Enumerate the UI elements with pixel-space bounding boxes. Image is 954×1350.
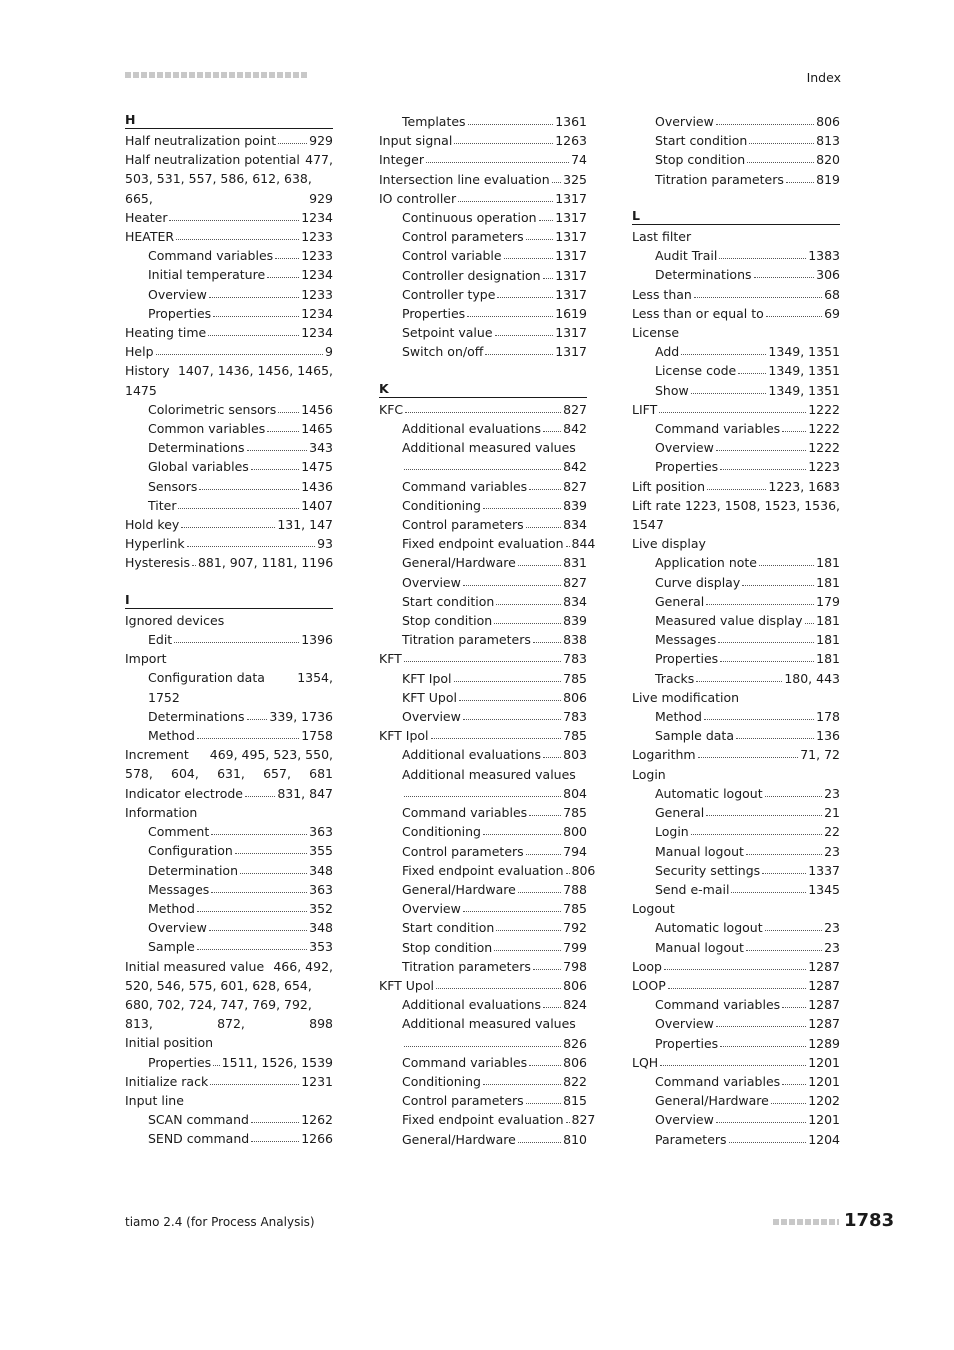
index-subentry: Login 22 xyxy=(655,824,840,840)
index-entry-continued: 680, 702, 724, 747, 769, 792, xyxy=(125,996,312,1012)
index-entry: Last filter xyxy=(632,229,692,244)
index-subentry: Common variables 1465 xyxy=(148,421,333,437)
index-subentry: Tracks 180, 443 xyxy=(655,670,840,686)
index-entry: HEATER 1233 xyxy=(125,229,333,245)
footer-product: tiamo 2.4 (for Process Analysis) xyxy=(125,1215,315,1229)
index-entry: Live display xyxy=(632,536,706,552)
footer-decoration xyxy=(773,1219,839,1225)
index-subentry: Fixed endpoint evaluation 827 xyxy=(402,1112,596,1128)
index-subentry-continued: 842 xyxy=(379,457,587,476)
index-entry: Initial position xyxy=(125,1035,214,1051)
index-subentry: Determinations 306 xyxy=(655,267,840,283)
index-entry: KFT 783 xyxy=(379,651,587,667)
index-subentry: License code 1349, 1351 xyxy=(655,363,840,379)
index-subentry: Control parameters 834 xyxy=(402,517,587,533)
header-decoration xyxy=(125,72,307,78)
index-subentry: Method 178 xyxy=(655,709,840,725)
index-entry: Ignored devices xyxy=(125,612,225,628)
index-subentry: Determination 348 xyxy=(148,862,333,878)
index-subentry: General/Hardware 831 xyxy=(402,555,587,571)
index-subentry: Properties 1619 xyxy=(402,306,587,322)
index-subentry: Manual logout 23 xyxy=(655,843,840,859)
index-entry: LOOP 1287 xyxy=(632,977,840,993)
index-subentry: Overview 1233 xyxy=(148,286,333,302)
index-entry: Hold key 131, 147 xyxy=(125,517,333,533)
index-subentry: Fixed endpoint evaluation 844 xyxy=(402,536,596,552)
index-entry: Increment 469, 495, 523, 550, xyxy=(125,747,333,763)
index-subentry: Properties 1234 xyxy=(148,305,333,321)
index-subentry: SCAN command 1262 xyxy=(148,1112,333,1128)
index-subentry: Control parameters 815 xyxy=(402,1093,587,1109)
index-subentry: Manual logout 23 xyxy=(655,939,840,955)
index-subentry: Stop condition 799 xyxy=(402,939,587,955)
index-entry: Lift position 1223, 1683 xyxy=(632,478,840,494)
header-title: Index xyxy=(806,70,841,85)
index-entry: Half neutralization point 929 xyxy=(125,133,333,148)
index-subentry: Configuration data 1354, xyxy=(148,670,333,686)
index-subentry: Additional measured values xyxy=(402,1016,576,1032)
index-subentry-continued: 1752 xyxy=(148,689,180,705)
index-subentry: Additional evaluations 803 xyxy=(402,747,587,763)
index-subentry: Command variables 785 xyxy=(402,805,587,821)
index-entry-continued: 503, 531, 557, 586, 612, 638, xyxy=(125,171,312,187)
letter-heading-i: I xyxy=(125,592,333,609)
index-subentry: Conditioning 800 xyxy=(402,824,587,840)
index-subentry: Overview 1287 xyxy=(655,1016,840,1032)
index-subentry: Conditioning 822 xyxy=(402,1073,587,1089)
index-entry: LIFT 1222 xyxy=(632,401,840,417)
index-entry: Intersection line evaluation 325 xyxy=(379,171,587,187)
index-entry: Input signal 1263 xyxy=(379,133,587,149)
index-entry-continued: 1547 xyxy=(632,517,664,533)
index-subentry: Stop condition 839 xyxy=(402,613,587,629)
page-number: 1783 xyxy=(844,1210,895,1231)
index-subentry: Configuration 355 xyxy=(148,843,333,859)
index-subentry: Command variables 1287 xyxy=(655,997,840,1013)
index-entry: History 1407, 1436, 1456, 1465, xyxy=(125,363,333,379)
index-subentry: Titer 1407 xyxy=(148,497,333,513)
index-subentry: Titration parameters 798 xyxy=(402,958,587,974)
index-subentry: Additional measured values xyxy=(402,766,576,782)
index-column-3 xyxy=(632,112,840,1149)
index-subentry: Automatic logout 23 xyxy=(655,920,840,936)
index-subentry: Conditioning 839 xyxy=(402,497,587,513)
index-subentry: Continuous operation 1317 xyxy=(402,210,587,226)
index-entry-continued: 520, 546, 575, 601, 628, 654, xyxy=(125,977,312,993)
index-subentry: Security settings 1337 xyxy=(655,862,840,878)
index-subentry: Start condition 834 xyxy=(402,593,587,609)
index-entry: Hysteresis 881, 907, 1181, 1196 xyxy=(125,555,334,571)
index-subentry: Properties 1289 xyxy=(655,1035,840,1051)
index-entry: Hyperlink 93 xyxy=(125,536,333,552)
index-subentry: Show 1349, 1351 xyxy=(655,382,840,398)
index-subentry: Command variables 1201 xyxy=(655,1073,840,1089)
index-subentry: Sensors 1436 xyxy=(148,478,333,494)
index-subentry: Templates 1361 xyxy=(402,114,587,129)
index-subentry: Method 352 xyxy=(148,900,333,916)
index-subentry: Method 1758 xyxy=(148,728,333,744)
index-entry: Live modification xyxy=(632,689,740,705)
index-subentry: KFT Ipol 785 xyxy=(402,670,587,686)
index-subentry: Setpoint value 1317 xyxy=(402,325,587,341)
index-entry-continued: 578, 604, 631, 657, 681 xyxy=(125,766,333,782)
index-subentry: Overview 785 xyxy=(402,901,587,917)
index-subentry: Send e-mail 1345 xyxy=(655,881,840,897)
index-entry-continued: 665, 929 xyxy=(125,190,333,206)
index-entry: Initial measured value 466, 492, xyxy=(125,958,333,974)
index-subentry: Switch on/off 1317 xyxy=(402,344,587,360)
index-entry: KFT Ipol 785 xyxy=(379,728,587,744)
index-subentry: Automatic logout 23 xyxy=(655,785,840,801)
index-subentry: Properties 1223 xyxy=(655,459,840,475)
index-subentry-continued: 826 xyxy=(379,1034,587,1053)
index-subentry: Messages 181 xyxy=(655,632,840,648)
index-subentry: General/Hardware 810 xyxy=(402,1131,587,1147)
index-subentry: Fixed endpoint evaluation 806 xyxy=(402,862,596,878)
index-subentry: Global variables 1475 xyxy=(148,459,333,475)
index-subentry: Sample data 136 xyxy=(655,728,840,744)
index-subentry: Overview 1222 xyxy=(655,440,840,456)
index-subentry: Control parameters 1317 xyxy=(402,229,587,245)
index-entry: KFT Upol 806 xyxy=(379,977,587,993)
index-subentry: Start condition 792 xyxy=(402,920,587,936)
letter-heading-h: H xyxy=(125,112,333,129)
index-subentry: Command variables 1233 xyxy=(148,248,333,264)
index-subentry: Colorimetric sensors 1456 xyxy=(148,401,333,417)
index-subentry: General/Hardware 788 xyxy=(402,881,587,897)
index-subentry: Additional evaluations 824 xyxy=(402,997,587,1013)
letter-heading-l: L xyxy=(632,208,840,225)
index-entry: Less than or equal to 69 xyxy=(632,305,840,321)
index-subentry: Overview 806 xyxy=(655,114,840,129)
index-subentry: Sample 353 xyxy=(148,939,333,955)
index-subentry: KFT Upol 806 xyxy=(402,689,587,705)
index-entry: Input line xyxy=(125,1092,184,1108)
index-entry: Help 9 xyxy=(125,344,333,360)
index-subentry: Determinations 339, 1736 xyxy=(148,708,333,724)
index-subentry: Titration parameters 819 xyxy=(655,171,840,187)
index-entry: LQH 1201 xyxy=(632,1054,840,1070)
index-subentry: Command variables 827 xyxy=(402,478,587,494)
index-entry: Login xyxy=(632,766,666,782)
index-subentry: Curve display 181 xyxy=(655,574,840,590)
index-entry: Initialize rack 1231 xyxy=(125,1073,333,1089)
index-entry: IO controller 1317 xyxy=(379,190,587,206)
index-subentry: Comment 363 xyxy=(148,824,333,840)
index-entry: KFC 827 xyxy=(379,401,587,417)
index-subentry: Start condition 813 xyxy=(655,133,840,149)
index-subentry: Controller type 1317 xyxy=(402,286,587,302)
index-subentry: Application note 181 xyxy=(655,555,840,571)
index-entry: Import xyxy=(125,651,167,667)
index-entry: License xyxy=(632,325,680,341)
index-subentry: Initial temperature 1234 xyxy=(148,267,333,283)
index-entry-continued: 813, 872, 898 xyxy=(125,1016,333,1032)
index-entry: Loop 1287 xyxy=(632,958,840,974)
index-subentry: Measured value display 181 xyxy=(655,613,840,629)
letter-heading-k: K xyxy=(379,381,587,398)
index-subentry: Titration parameters 838 xyxy=(402,632,587,648)
index-entry: Information xyxy=(125,804,198,820)
index-subentry: Overview 783 xyxy=(402,709,587,725)
index-subentry: SEND command 1266 xyxy=(148,1131,333,1147)
index-subentry: General/Hardware 1202 xyxy=(655,1093,840,1109)
index-entry: Indicator electrode 831, 847 xyxy=(125,785,333,801)
index-entry: Heating time 1234 xyxy=(125,325,333,341)
index-subentry: General 179 xyxy=(655,593,840,609)
index-subentry: Overview 827 xyxy=(402,574,587,590)
index-entry: Integer 74 xyxy=(379,152,587,168)
index-subentry: Properties 181 xyxy=(655,651,840,667)
index-subentry: Control parameters 794 xyxy=(402,843,587,859)
index-subentry: Stop condition 820 xyxy=(655,152,840,168)
index-subentry: Overview 1201 xyxy=(655,1112,840,1128)
index-subentry: Determinations 343 xyxy=(148,440,333,456)
index-subentry: Command variables 806 xyxy=(402,1054,587,1070)
index-entry: Logarithm 71, 72 xyxy=(632,747,840,763)
index-subentry: General 21 xyxy=(655,805,840,821)
index-subentry: Command variables 1222 xyxy=(655,421,840,437)
index-column-2 xyxy=(379,112,596,1149)
index-entry-continued: 1475 xyxy=(125,382,157,398)
index-entry: Half neutralization potential 477, xyxy=(125,152,333,168)
index-subentry: Edit 1396 xyxy=(148,632,333,648)
index-entry: Less than 68 xyxy=(632,286,840,302)
index-subentry: Overview 348 xyxy=(148,920,333,936)
index-entry: Logout xyxy=(632,901,675,917)
index-subentry: Audit Trail 1383 xyxy=(655,248,840,264)
index-subentry: Add 1349, 1351 xyxy=(655,344,840,360)
index-subentry: Additional measured values xyxy=(402,440,576,456)
index-subentry: Parameters 1204 xyxy=(655,1131,840,1147)
index-subentry: Control variable 1317 xyxy=(402,248,587,264)
index-subentry: Properties 1511, 1526, 1539 xyxy=(148,1054,333,1070)
index-subentry: Additional evaluations 842 xyxy=(402,421,587,437)
index-entry: Lift rate 1223, 1508, 1523, 1536, xyxy=(632,497,840,513)
index-entry: Heater 1234 xyxy=(125,209,333,225)
index-subentry-continued: 804 xyxy=(379,784,587,803)
index-subentry: Messages 363 xyxy=(148,881,333,897)
index-column-1 xyxy=(125,112,333,1149)
index-subentry: Controller designation 1317 xyxy=(402,267,587,283)
